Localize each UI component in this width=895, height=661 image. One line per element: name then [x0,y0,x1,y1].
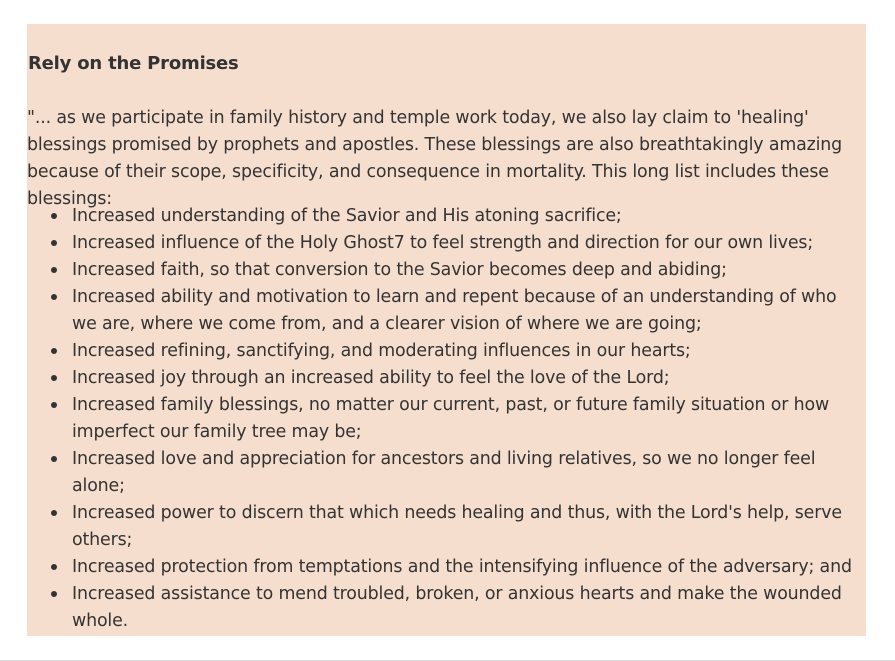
list-item [72,284,862,338]
list-item [72,392,862,446]
bullet-icon [51,240,57,246]
list-item-text: Increased assistance to mend troubled, broken, or anxious hearts and make the wounded whole. [72,584,842,631]
list-item-text: Increased understanding of the Savior and His atoning sacrifice; [72,206,622,226]
list-item [72,365,862,392]
blessings-list [72,203,862,635]
list-item [72,203,862,230]
list-item-text: Increased ability and motivation to learn and repent because of an understanding of who we are, where we come from, and a clearer vision of where we are going; [72,287,837,334]
bullet-icon [51,591,57,597]
bullet-icon [51,213,57,219]
bullet-icon [51,375,57,381]
list-item-text: Increased faith, so that conversion to the Savior becomes deep and abiding; [72,260,727,280]
list-item [72,500,862,554]
list-item [72,446,862,500]
bullet-icon [51,348,57,354]
list-item [72,581,862,635]
list-item-text: Increased power to discern that which needs healing and thus, with the Lord's help, serve others; [72,503,842,550]
list-item-text: Increased protection from temptations and the intensifying influence of the adversary; and [72,557,852,577]
list-item-text: Increased love and appreciation for ancestors and living relatives, so we no longer feel alone; [72,449,816,496]
list-item [72,230,862,257]
list-item-text: Increased influence of the Holy Ghost7 to feel strength and direction for our own lives; [72,233,814,253]
list-item-text: Increased refining, sanctifying, and moderating influences in our hearts; [72,341,691,361]
list-item [72,257,862,284]
bullet-icon [51,510,57,516]
list-item-text: Increased joy through an increased ability to feel the love of the Lord; [72,368,670,388]
list-item [72,338,862,365]
bullet-icon [51,456,57,462]
bullet-icon [51,402,57,408]
bullet-icon [51,564,57,570]
list-item-text: Increased family blessings, no matter our current, past, or future family situation or how imperfect our family tree may be; [72,395,830,442]
list-item [72,554,862,581]
quote-panel [27,24,866,636]
intro-paragraph: "... as we participate in family history and temple work today, we also lay claim to 'healing' blessings promised by prophets and apostles. These blessings are also breathtakingly amazing because of their scope, specificity, and consequence in mortality. This long list includes these blessings: [27,108,843,209]
bullet-icon [51,267,57,273]
bullet-icon [51,294,57,300]
section-heading: Rely on the Promises [28,53,239,74]
